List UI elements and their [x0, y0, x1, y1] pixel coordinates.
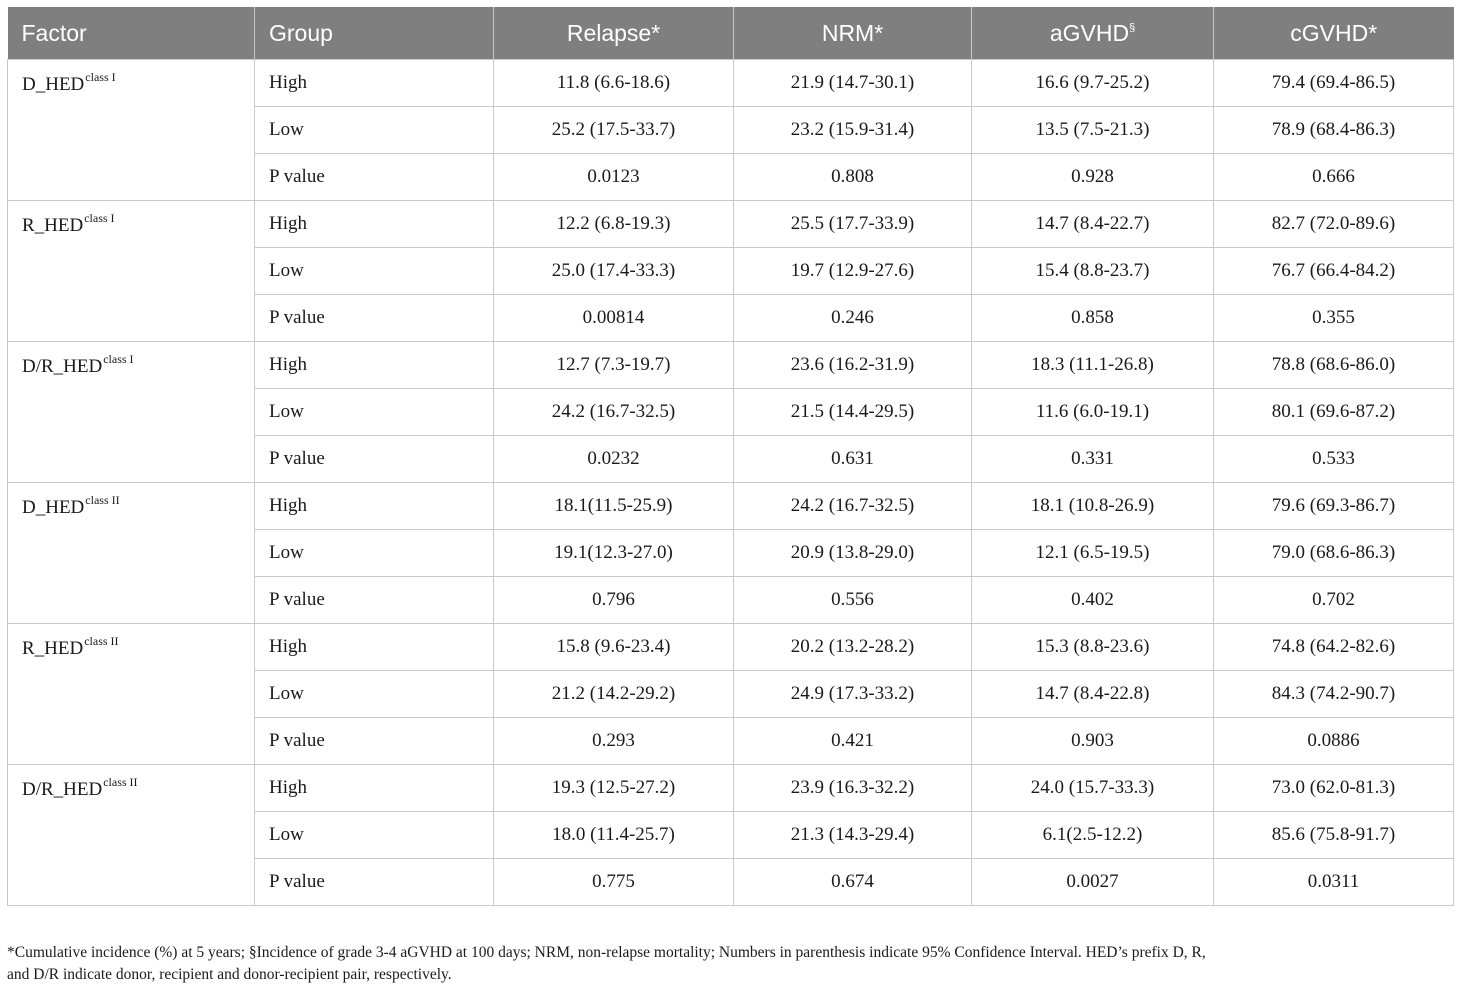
factor-superscript: class II [103, 775, 138, 789]
factor-cell [8, 765, 255, 906]
header-agvhd-label: aGVHD [1049, 19, 1130, 46]
group-cell: P value [255, 577, 494, 624]
agvhd-cell: 0.0027 [972, 859, 1214, 906]
group-cell: P value [255, 718, 494, 765]
factor-cell [8, 201, 255, 342]
group-cell: P value [255, 154, 494, 201]
cgvhd-cell: 0.702 [1214, 577, 1454, 624]
agvhd-cell: 14.7 (8.4-22.7) [972, 201, 1214, 248]
group-cell: Low [255, 389, 494, 436]
table-header [8, 7, 1454, 60]
relapse-cell: 0.293 [494, 718, 734, 765]
nrm-cell: 21.9 (14.7-30.1) [734, 60, 972, 107]
relapse-cell: 0.0232 [494, 436, 734, 483]
cgvhd-cell: 0.0311 [1214, 859, 1454, 906]
relapse-cell: 12.7 (7.3-19.7) [494, 342, 734, 389]
cgvhd-cell: 0.533 [1214, 436, 1454, 483]
factor-name: D/R_HED [22, 356, 103, 377]
table-footnote [7, 942, 1453, 986]
nrm-cell: 0.808 [734, 154, 972, 201]
factor-name: D_HED [22, 497, 85, 518]
group-cell: Low [255, 812, 494, 859]
agvhd-cell: 6.1(2.5-12.2) [972, 812, 1214, 859]
factor-superscript: class I [103, 352, 134, 366]
relapse-cell: 24.2 (16.7-32.5) [494, 389, 734, 436]
agvhd-cell: 15.3 (8.8-23.6) [972, 624, 1214, 671]
factor-cell [8, 483, 255, 624]
agvhd-cell: 18.1 (10.8-26.9) [972, 483, 1214, 530]
table-row [8, 765, 1454, 812]
cgvhd-cell: 73.0 (62.0-81.3) [1214, 765, 1454, 812]
relapse-cell: 25.2 (17.5-33.7) [494, 107, 734, 154]
header-relapse: Relapse* [494, 7, 734, 60]
agvhd-cell: 12.1 (6.5-19.5) [972, 530, 1214, 577]
nrm-cell: 25.5 (17.7-33.9) [734, 201, 972, 248]
agvhd-cell: 0.928 [972, 154, 1214, 201]
agvhd-cell: 0.331 [972, 436, 1214, 483]
nrm-cell: 23.9 (16.3-32.2) [734, 765, 972, 812]
group-cell: High [255, 201, 494, 248]
nrm-cell: 0.421 [734, 718, 972, 765]
relapse-cell: 12.2 (6.8-19.3) [494, 201, 734, 248]
factor-name: R_HED [22, 215, 84, 236]
factor-cell [8, 60, 255, 201]
factor-superscript: class II [84, 634, 119, 648]
relapse-cell: 0.0123 [494, 154, 734, 201]
group-cell: High [255, 342, 494, 389]
agvhd-cell: 15.4 (8.8-23.7) [972, 248, 1214, 295]
agvhd-cell: 0.858 [972, 295, 1214, 342]
nrm-cell: 23.6 (16.2-31.9) [734, 342, 972, 389]
agvhd-cell: 11.6 (6.0-19.1) [972, 389, 1214, 436]
factor-name: D/R_HED [22, 779, 103, 800]
nrm-cell: 20.2 (13.2-28.2) [734, 624, 972, 671]
nrm-cell: 21.3 (14.3-29.4) [734, 812, 972, 859]
group-cell: High [255, 483, 494, 530]
header-group: Group [255, 7, 494, 60]
relapse-cell: 19.1(12.3-27.0) [494, 530, 734, 577]
group-cell: Low [255, 530, 494, 577]
nrm-cell: 20.9 (13.8-29.0) [734, 530, 972, 577]
cgvhd-cell: 80.1 (69.6-87.2) [1214, 389, 1454, 436]
table-row [8, 342, 1454, 389]
nrm-cell: 24.2 (16.7-32.5) [734, 483, 972, 530]
factor-superscript: class I [84, 211, 115, 225]
group-cell: Low [255, 248, 494, 295]
header-agvhd [972, 7, 1214, 60]
header-nrm: NRM* [734, 7, 972, 60]
cgvhd-cell: 85.6 (75.8-91.7) [1214, 812, 1454, 859]
table-row [8, 60, 1454, 107]
agvhd-cell: 13.5 (7.5-21.3) [972, 107, 1214, 154]
cgvhd-cell: 0.666 [1214, 154, 1454, 201]
agvhd-cell: 14.7 (8.4-22.8) [972, 671, 1214, 718]
cgvhd-cell: 76.7 (66.4-84.2) [1214, 248, 1454, 295]
group-cell: High [255, 765, 494, 812]
nrm-cell: 23.2 (15.9-31.4) [734, 107, 972, 154]
header-factor: Factor [8, 7, 255, 60]
table-row [8, 483, 1454, 530]
cgvhd-cell: 79.6 (69.3-86.7) [1214, 483, 1454, 530]
relapse-cell: 0.775 [494, 859, 734, 906]
group-cell: Low [255, 671, 494, 718]
group-cell: High [255, 624, 494, 671]
table-body [8, 60, 1454, 906]
group-cell: P value [255, 436, 494, 483]
results-table [7, 7, 1454, 906]
results-table-container [7, 7, 1453, 906]
factor-superscript: class I [85, 70, 116, 84]
cgvhd-cell: 74.8 (64.2-82.6) [1214, 624, 1454, 671]
agvhd-cell: 0.903 [972, 718, 1214, 765]
factor-cell [8, 624, 255, 765]
nrm-cell: 21.5 (14.4-29.5) [734, 389, 972, 436]
agvhd-cell: 24.0 (15.7-33.3) [972, 765, 1214, 812]
footnote-line-2: and D/R indicate donor, recipient and donor-recipient pair, respectively. [7, 966, 452, 983]
factor-name: D_HED [22, 74, 85, 95]
relapse-cell: 11.8 (6.6-18.6) [494, 60, 734, 107]
nrm-cell: 0.556 [734, 577, 972, 624]
group-cell: Low [255, 107, 494, 154]
relapse-cell: 21.2 (14.2-29.2) [494, 671, 734, 718]
relapse-cell: 19.3 (12.5-27.2) [494, 765, 734, 812]
cgvhd-cell: 79.4 (69.4-86.5) [1214, 60, 1454, 107]
group-cell: High [255, 60, 494, 107]
relapse-cell: 0.00814 [494, 295, 734, 342]
nrm-cell: 0.246 [734, 295, 972, 342]
footnote-line-1: *Cumulative incidence (%) at 5 years; §Incidence of grade 3-4 aGVHD at 100 days; NRM, non-relapse mortality; Numbers in parenthesis indicate 95% Confidence Interval. HED’s prefix D, R, [7, 944, 1206, 961]
table-row [8, 624, 1454, 671]
table-row [8, 201, 1454, 248]
factor-cell [8, 342, 255, 483]
header-agvhd-mark: § [1129, 21, 1136, 34]
agvhd-cell: 0.402 [972, 577, 1214, 624]
nrm-cell: 24.9 (17.3-33.2) [734, 671, 972, 718]
header-cgvhd: cGVHD* [1214, 7, 1454, 60]
group-cell: P value [255, 859, 494, 906]
cgvhd-cell: 78.9 (68.4-86.3) [1214, 107, 1454, 154]
relapse-cell: 15.8 (9.6-23.4) [494, 624, 734, 671]
factor-superscript: class II [85, 493, 120, 507]
cgvhd-cell: 84.3 (74.2-90.7) [1214, 671, 1454, 718]
cgvhd-cell: 78.8 (68.6-86.0) [1214, 342, 1454, 389]
header-row [8, 7, 1454, 60]
cgvhd-cell: 82.7 (72.0-89.6) [1214, 201, 1454, 248]
relapse-cell: 0.796 [494, 577, 734, 624]
cgvhd-cell: 79.0 (68.6-86.3) [1214, 530, 1454, 577]
relapse-cell: 25.0 (17.4-33.3) [494, 248, 734, 295]
relapse-cell: 18.1(11.5-25.9) [494, 483, 734, 530]
agvhd-cell: 18.3 (11.1-26.8) [972, 342, 1214, 389]
nrm-cell: 0.674 [734, 859, 972, 906]
nrm-cell: 0.631 [734, 436, 972, 483]
cgvhd-cell: 0.0886 [1214, 718, 1454, 765]
nrm-cell: 19.7 (12.9-27.6) [734, 248, 972, 295]
agvhd-cell: 16.6 (9.7-25.2) [972, 60, 1214, 107]
relapse-cell: 18.0 (11.4-25.7) [494, 812, 734, 859]
group-cell: P value [255, 295, 494, 342]
factor-name: R_HED [22, 638, 84, 659]
cgvhd-cell: 0.355 [1214, 295, 1454, 342]
